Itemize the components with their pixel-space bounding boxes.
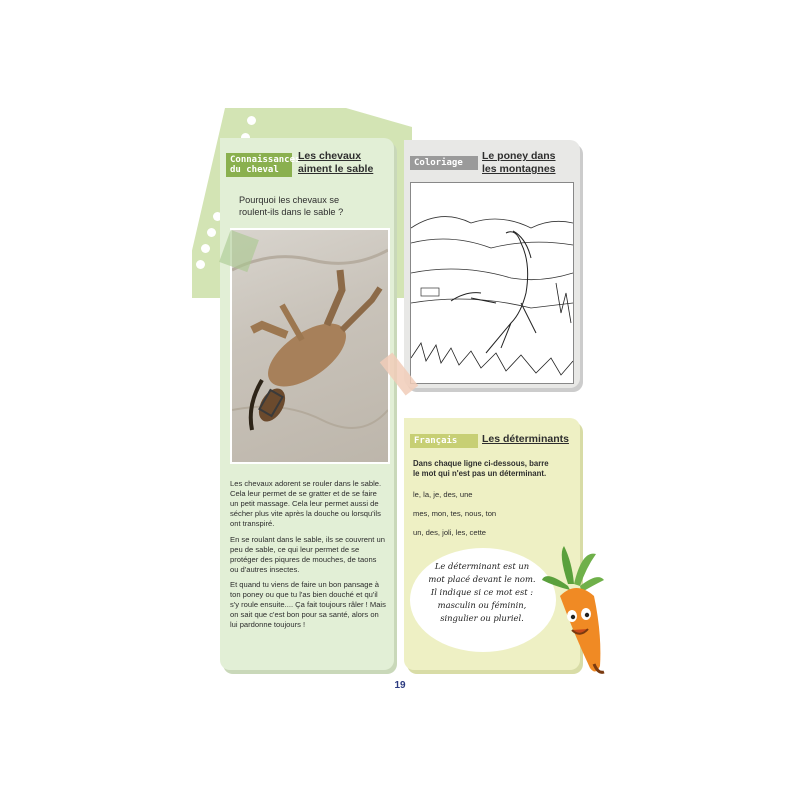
card-title: Les déterminants — [482, 433, 569, 445]
exercise-instruction: Dans chaque ligne ci-dessous, barre le mot qui n'est pas un déterminant. — [413, 459, 549, 478]
notepad-hole — [247, 116, 256, 125]
category-tag: Français — [410, 434, 478, 448]
coloring-image — [410, 182, 574, 384]
exercise-line-1: le, la, je, des, une — [413, 490, 473, 499]
page-number: 19 — [394, 680, 406, 691]
carrot-mascot-icon — [538, 544, 610, 680]
exercise-line-3: un, des, joli, les, cette — [413, 528, 487, 537]
card-title: Le poney dans les montagnes — [482, 150, 556, 175]
category-tag: Connaissances du cheval — [226, 153, 292, 177]
card-title: Les chevaux aiment le sable — [298, 150, 374, 175]
category-tag: Coloriage — [410, 156, 478, 170]
horse-illustration — [232, 230, 388, 462]
paragraph-2: En se roulant dans le sable, ils se couvrent un peu de sable, ce qui leur permet de se protéger des piqures de mouches, de taons ou d'autres insectes. — [230, 535, 385, 574]
paragraph-1: Les chevaux adorent se rouler dans le sable. Cela leur permet de se gratter et de se faire un petit massage. Cela leur permet aussi de sécher plus vite après la douche ou lorsqu'ils ont transpiré. — [230, 479, 382, 528]
notepad-hole — [196, 260, 205, 269]
paragraph-3: Et quand tu viens de faire un bon pansage à ton poney ou que tu l'as bien douché et qu'il s'y roule ensuite.... Ça fait toujours râler ! Mais on sait que c'est bon pour sa santé, alors on lui pardonne toujours ! — [230, 580, 386, 629]
exercise-line-2: mes, mon, tes, nous, ton — [413, 509, 497, 518]
bubble-text: Le déterminant est un mot placé devant le nom. Il indique si ce mot est : masculin ou féminin, singulier ou pluriel. — [428, 561, 536, 623]
pony-mountain-drawing — [411, 183, 573, 383]
horse-rolling-photo — [230, 228, 390, 464]
question-text: Pourquoi les chevaux se roulent-ils dans le sable ? — [239, 195, 344, 217]
notepad-hole — [207, 228, 216, 237]
notepad-hole — [201, 244, 210, 253]
